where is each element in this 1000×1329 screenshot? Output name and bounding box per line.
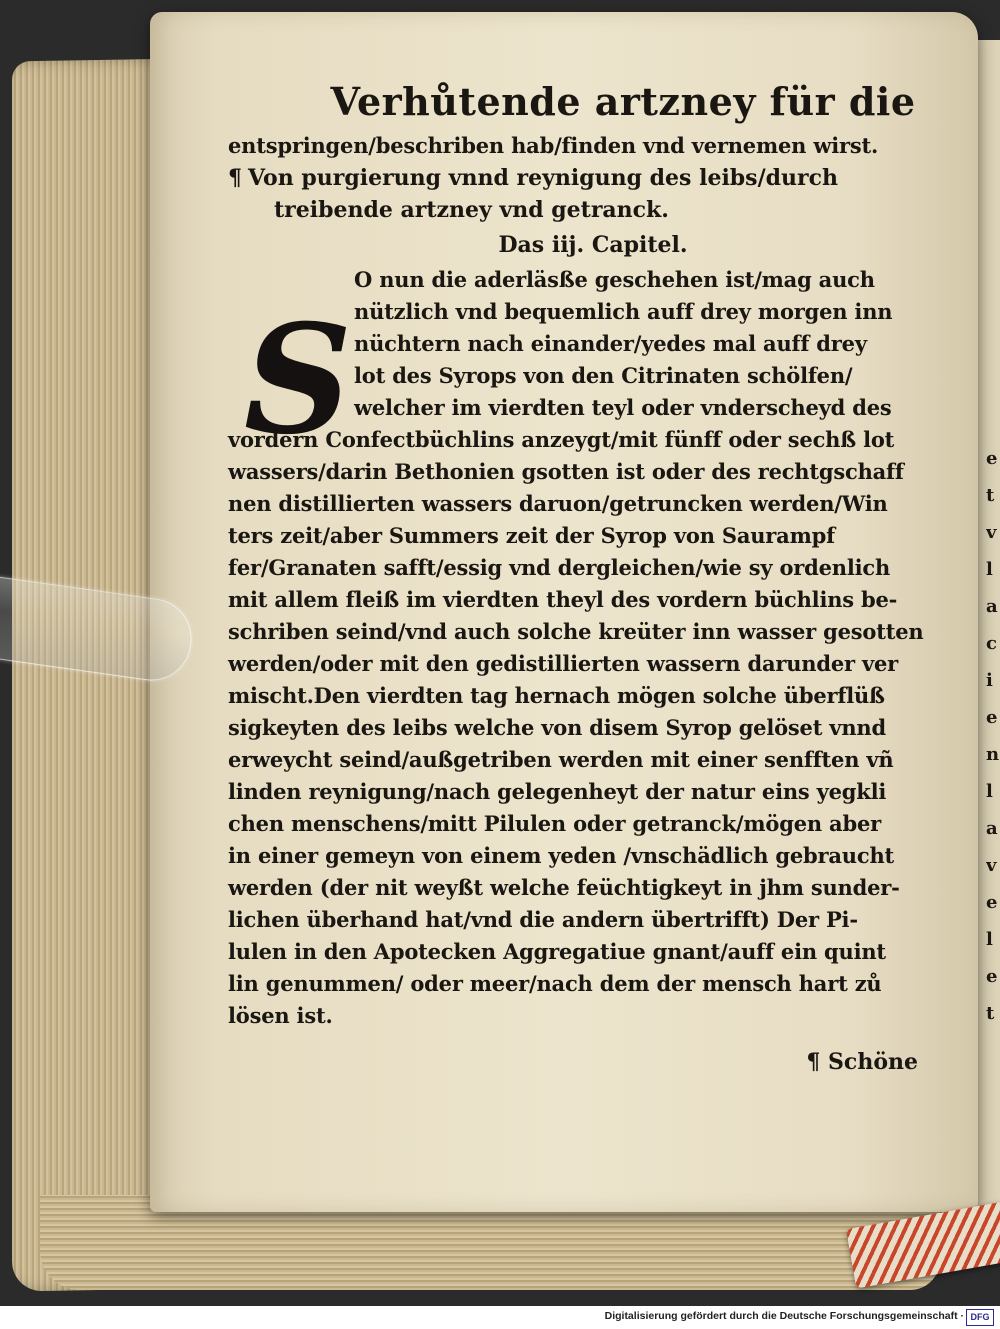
body-line: fer/Granaten safft/essig vnd dergleichen/wie sy ordenlich bbox=[228, 555, 891, 580]
section-heading-line-2: treibende artzney vnd getranck. bbox=[274, 197, 669, 223]
body-line: nützlich vnd bequemlich auff drey morgen inn bbox=[354, 299, 893, 324]
facing-page-letter: c bbox=[986, 633, 997, 654]
body-line: wassers/darin Bethonien gsotten ist oder des rechtgschaff bbox=[228, 459, 904, 484]
body-line: mischt.Den vierdten tag hernach mögen solche überflüß bbox=[228, 683, 885, 708]
facing-page-letter: e bbox=[986, 966, 998, 987]
facing-page-letter: l bbox=[986, 559, 993, 580]
body-line: chen menschens/mitt Pilulen oder getranck/mögen aber bbox=[228, 811, 881, 836]
facing-page-letter: i bbox=[986, 670, 993, 691]
body-line: vordern Confectbüchlins anzeygt/mit fünff oder sechß lot bbox=[228, 427, 895, 452]
section-heading bbox=[228, 162, 918, 194]
body-line: nüchtern nach einander/yedes mal auff drey bbox=[354, 331, 867, 356]
body-line: lösen ist. bbox=[228, 1003, 333, 1028]
body-line: schriben seind/vnd auch solche kreüter inn wasser gesotten bbox=[228, 619, 924, 644]
body-line: O nun die aderläsße geschehen ist/mag auch bbox=[354, 267, 875, 292]
drop-cap-initial: S bbox=[243, 292, 353, 468]
facing-page-fragments bbox=[986, 440, 1000, 1040]
body-line: sigkeyten des leibs welche von disem Syrop gelöset vnnd bbox=[228, 715, 886, 740]
body-line: werden/oder mit den gedistillierten wassern darunder ver bbox=[228, 651, 899, 676]
facing-page-letter: l bbox=[986, 929, 993, 950]
pilcrow-icon: ¶ bbox=[228, 165, 242, 191]
body-line: werden (der nit weyßt welche feüchtigkeyt in jhm sunder- bbox=[228, 875, 900, 900]
body-line: welcher im vierdten teyl oder vnderscheyd des bbox=[354, 395, 892, 420]
chapter-heading: Das iij. Capitel. bbox=[498, 232, 688, 258]
facing-page-letter: e bbox=[986, 707, 998, 728]
facing-page-letter: v bbox=[986, 855, 997, 876]
facing-page-letter: t bbox=[986, 485, 995, 506]
footer-bar bbox=[0, 1306, 1000, 1329]
section-heading-line-1: Von purgierung vnnd reynigung des leibs/durch bbox=[248, 165, 838, 191]
dfg-logo-icon: DFG bbox=[966, 1309, 994, 1326]
running-title: Verhůtende artzney für die bbox=[330, 79, 916, 124]
body-line: erweycht seind/außgetriben werden mit einer senfften vñ bbox=[228, 747, 894, 772]
facing-page-letter: l bbox=[986, 781, 993, 802]
facing-page-letter: t bbox=[986, 1003, 995, 1024]
facing-page-letter: e bbox=[986, 448, 998, 469]
facing-page-letter: n bbox=[986, 744, 1000, 765]
body-line: in einer gemeyn von einem yeden /vnschädlich gebraucht bbox=[228, 843, 895, 868]
body-line: lot des Syrops von den Citrinaten schölfen/ bbox=[354, 363, 853, 388]
funding-credit: Digitalisierung gefördert durch die Deutsche Forschungsgemeinschaft · bbox=[604, 1310, 964, 1322]
body-line: lulen in den Apotecken Aggregatiue gnant/auff ein quint bbox=[228, 939, 886, 964]
facing-page-letter: a bbox=[986, 818, 998, 839]
facing-page-letter: v bbox=[986, 522, 997, 543]
page-text bbox=[228, 78, 924, 1080]
body-line: mit allem fleiß im vierdten theyl des vordern büchlins be- bbox=[228, 587, 898, 612]
heading-line-1: entspringen/beschriben hab/finden vnd vernemen wirst. bbox=[228, 133, 879, 158]
catchword: ¶ Schöne bbox=[806, 1049, 918, 1075]
body-line: ters zeit/aber Summers zeit der Syrop von Saurampf bbox=[228, 523, 835, 548]
body-line: lin genummen/ oder meer/nach dem der mensch hart zů bbox=[228, 971, 882, 996]
facing-page-letter: e bbox=[986, 892, 998, 913]
body-line: nen distillierten wassers daruon/getruncken werden/Win bbox=[228, 491, 888, 516]
body-line: linden reynigung/nach gelegenheyt der natur eins yegkli bbox=[228, 779, 887, 804]
body-line: lichen überhand hat/vnd die andern übertrifft) Der Pi- bbox=[228, 907, 858, 932]
facing-page-letter: a bbox=[986, 596, 998, 617]
